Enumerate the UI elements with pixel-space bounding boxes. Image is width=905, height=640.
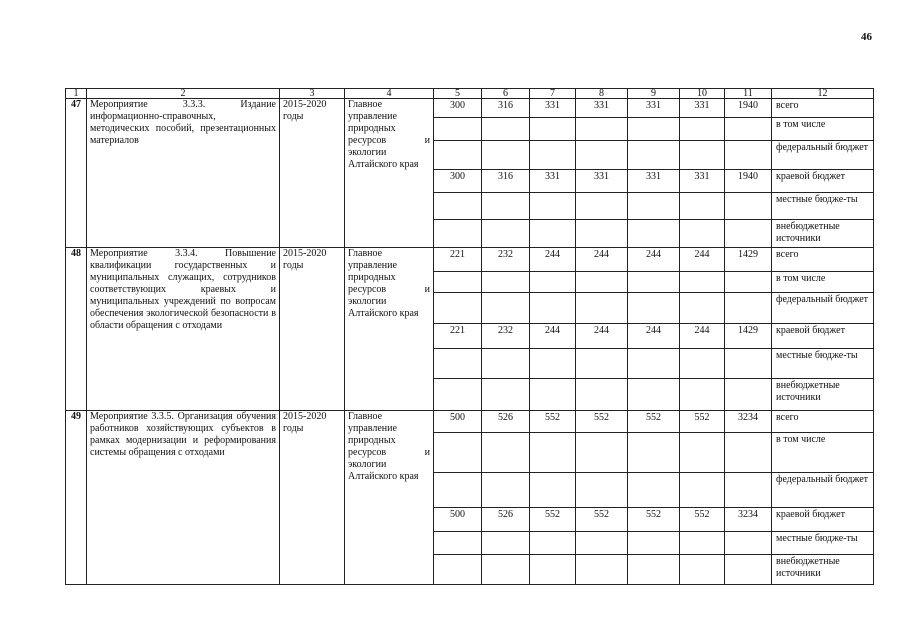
value-cell (628, 433, 680, 473)
value-cell (482, 555, 530, 585)
value-cell (576, 272, 628, 293)
funding-source: местные бюдже-ты (772, 193, 874, 220)
header-cell: 2 (87, 89, 280, 99)
value-cell (434, 293, 482, 324)
value-cell (530, 532, 576, 555)
value-cell: 552 (530, 508, 576, 532)
value-cell (482, 141, 530, 170)
value-cell: 244 (628, 248, 680, 272)
value-cell (530, 141, 576, 170)
value-cell (725, 555, 772, 585)
measure-description: Мероприятие 3.3.4. Повышение квалификации государственных и муниципальных служащих, сотрудников соответствующих краевых и муниципальных учреждений по вопросам обеспечения экологической безопасности в области обращения с отходами (87, 248, 280, 411)
value-cell (530, 433, 576, 473)
header-cell: 3 (280, 89, 345, 99)
value-cell: 331 (530, 170, 576, 193)
value-cell (576, 473, 628, 508)
value-cell (576, 118, 628, 141)
value-cell: 1940 (725, 99, 772, 118)
funding-source: в том числе (772, 433, 874, 473)
value-cell (530, 473, 576, 508)
executor: Главное управление природных ресурсов и экологии Алтайского края (345, 411, 434, 585)
value-cell (680, 433, 725, 473)
funding-source: всего (772, 248, 874, 272)
value-cell (725, 532, 772, 555)
value-cell (434, 433, 482, 473)
value-cell: 552 (576, 508, 628, 532)
value-cell (482, 532, 530, 555)
value-cell (680, 555, 725, 585)
value-cell: 500 (434, 508, 482, 532)
value-cell (434, 220, 482, 248)
executor: Главное управление природных ресурсов и экологии Алтайского края (345, 248, 434, 411)
value-cell (628, 141, 680, 170)
value-cell (725, 379, 772, 411)
funding-source: федеральный бюджет (772, 473, 874, 508)
value-cell: 331 (680, 99, 725, 118)
value-cell (482, 433, 530, 473)
value-cell (725, 349, 772, 379)
value-cell: 1429 (725, 324, 772, 349)
value-cell (434, 555, 482, 585)
value-cell (680, 379, 725, 411)
value-cell: 552 (576, 411, 628, 433)
value-cell: 300 (434, 170, 482, 193)
value-cell (680, 272, 725, 293)
value-cell (530, 293, 576, 324)
funding-source: внебюджетные источники (772, 220, 874, 248)
value-cell: 244 (680, 248, 725, 272)
value-cell: 552 (680, 508, 725, 532)
value-cell (482, 349, 530, 379)
value-cell (576, 293, 628, 324)
value-cell (725, 193, 772, 220)
value-cell: 316 (482, 170, 530, 193)
value-cell (576, 193, 628, 220)
funding-source: всего (772, 411, 874, 433)
value-cell (680, 532, 725, 555)
funding-source: краевой бюджет (772, 324, 874, 349)
value-cell (680, 473, 725, 508)
value-cell (482, 220, 530, 248)
value-cell (628, 349, 680, 379)
value-cell (434, 532, 482, 555)
value-cell: 3234 (725, 508, 772, 532)
funding-source: всего (772, 99, 874, 118)
value-cell (576, 532, 628, 555)
funding-source: федеральный бюджет (772, 141, 874, 170)
value-cell: 221 (434, 248, 482, 272)
value-cell (680, 349, 725, 379)
value-cell (482, 293, 530, 324)
value-cell (628, 532, 680, 555)
funding-source: в том числе (772, 118, 874, 141)
period: 2015-2020 годы (280, 411, 345, 585)
measure-description: Мероприятие 3.3.5. Организация обучения работников хозяйствующих субъектов в рамках модернизации и реформирования системы обращения с отходами (87, 411, 280, 585)
value-cell: 552 (628, 411, 680, 433)
header-cell: 4 (345, 89, 434, 99)
value-cell (628, 473, 680, 508)
value-cell: 316 (482, 99, 530, 118)
value-cell: 552 (680, 411, 725, 433)
value-cell: 331 (628, 99, 680, 118)
value-cell (434, 473, 482, 508)
value-cell: 244 (680, 324, 725, 349)
value-cell: 244 (530, 324, 576, 349)
value-cell: 232 (482, 248, 530, 272)
value-cell (530, 555, 576, 585)
value-cell (434, 349, 482, 379)
value-cell (680, 141, 725, 170)
funding-source: местные бюдже-ты (772, 532, 874, 555)
value-cell (628, 118, 680, 141)
value-cell: 526 (482, 411, 530, 433)
value-cell (530, 220, 576, 248)
value-cell: 331 (576, 99, 628, 118)
value-cell: 500 (434, 411, 482, 433)
funding-source: внебюджетные источники (772, 379, 874, 411)
value-cell: 331 (530, 99, 576, 118)
value-cell: 331 (680, 170, 725, 193)
header-cell: 9 (628, 89, 680, 99)
value-cell: 244 (576, 324, 628, 349)
value-cell: 526 (482, 508, 530, 532)
header-cell: 8 (576, 89, 628, 99)
value-cell (628, 220, 680, 248)
value-cell (576, 220, 628, 248)
value-cell (576, 555, 628, 585)
value-cell (434, 379, 482, 411)
measure-description: Мероприятие 3.3.3. Издание информационно-справочных, методических пособий, презентационных материалов (87, 99, 280, 248)
row-number: 49 (66, 411, 87, 585)
value-cell (725, 220, 772, 248)
value-cell (434, 141, 482, 170)
value-cell (680, 220, 725, 248)
value-cell (725, 473, 772, 508)
value-cell (725, 433, 772, 473)
period: 2015-2020 годы (280, 248, 345, 411)
value-cell (576, 141, 628, 170)
header-cell: 12 (772, 89, 874, 99)
value-cell: 552 (628, 508, 680, 532)
value-cell: 244 (530, 248, 576, 272)
value-cell: 331 (576, 170, 628, 193)
value-cell (680, 193, 725, 220)
budget-table (65, 88, 874, 585)
funding-source: краевой бюджет (772, 508, 874, 532)
header-cell: 11 (725, 89, 772, 99)
funding-source: федеральный бюджет (772, 293, 874, 324)
value-cell (482, 473, 530, 508)
value-cell: 232 (482, 324, 530, 349)
value-cell: 244 (628, 324, 680, 349)
value-cell (628, 379, 680, 411)
value-cell (725, 293, 772, 324)
table-row (66, 411, 874, 433)
value-cell: 552 (530, 411, 576, 433)
value-cell (482, 379, 530, 411)
value-cell (434, 193, 482, 220)
value-cell (628, 293, 680, 324)
table-row (66, 99, 874, 118)
value-cell (680, 293, 725, 324)
value-cell (725, 141, 772, 170)
value-cell (530, 193, 576, 220)
header-cell: 7 (530, 89, 576, 99)
funding-source: внебюджетные источники (772, 555, 874, 585)
value-cell (628, 193, 680, 220)
value-cell: 221 (434, 324, 482, 349)
executor: Главное управление природных ресурсов и экологии Алтайского края (345, 99, 434, 248)
value-cell (725, 272, 772, 293)
row-number: 48 (66, 248, 87, 411)
header-cell: 6 (482, 89, 530, 99)
value-cell (576, 349, 628, 379)
value-cell: 331 (628, 170, 680, 193)
value-cell (434, 118, 482, 141)
funding-source: в том числе (772, 272, 874, 293)
funding-source: краевой бюджет (772, 170, 874, 193)
value-cell (680, 118, 725, 141)
row-number: 47 (66, 99, 87, 248)
value-cell (725, 118, 772, 141)
period: 2015-2020 годы (280, 99, 345, 248)
value-cell: 1429 (725, 248, 772, 272)
value-cell (482, 118, 530, 141)
funding-source: местные бюдже-ты (772, 349, 874, 379)
value-cell (576, 379, 628, 411)
value-cell: 3234 (725, 411, 772, 433)
value-cell (628, 272, 680, 293)
value-cell (530, 272, 576, 293)
header-cell: 1 (66, 89, 87, 99)
value-cell (530, 379, 576, 411)
value-cell (482, 272, 530, 293)
table-row (66, 248, 874, 272)
value-cell (530, 349, 576, 379)
page-number: 46 (861, 31, 872, 43)
value-cell (434, 272, 482, 293)
value-cell (576, 433, 628, 473)
value-cell (628, 555, 680, 585)
header-row (66, 89, 874, 99)
value-cell: 1940 (725, 170, 772, 193)
value-cell: 244 (576, 248, 628, 272)
value-cell: 300 (434, 99, 482, 118)
header-cell: 10 (680, 89, 725, 99)
value-cell (482, 193, 530, 220)
value-cell (530, 118, 576, 141)
header-cell: 5 (434, 89, 482, 99)
